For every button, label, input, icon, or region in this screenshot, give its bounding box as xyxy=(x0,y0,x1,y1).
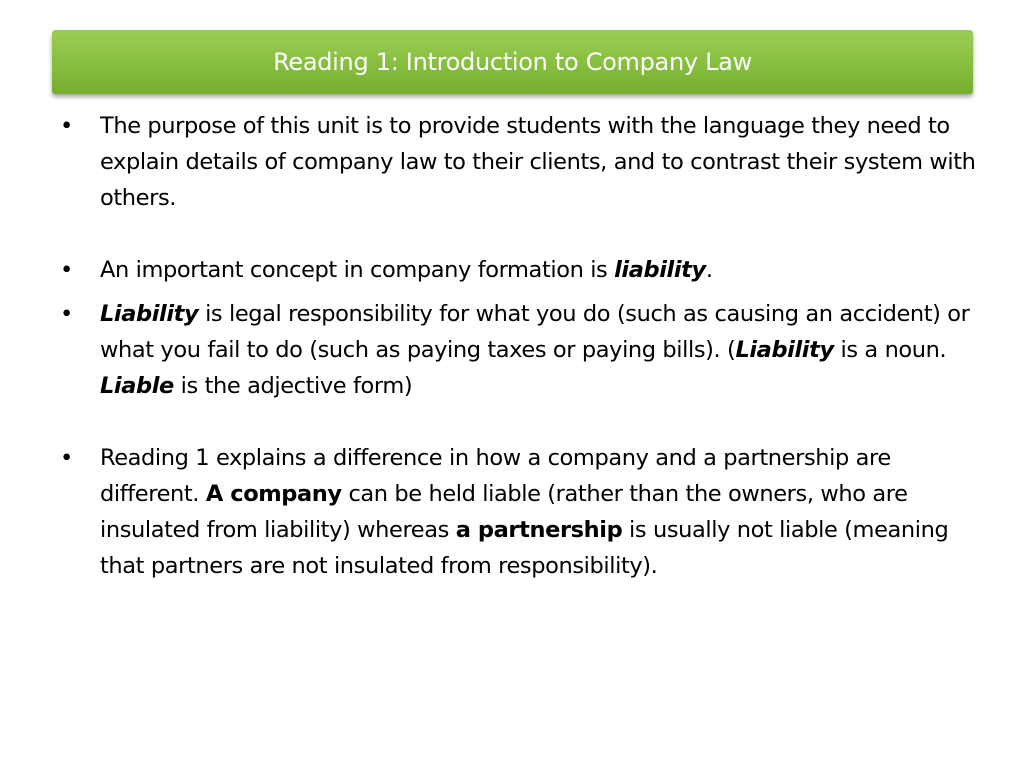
bullet-text: An important concept in company formation is xyxy=(100,257,615,283)
bullet-liability-concept xyxy=(60,252,980,288)
bullet-text: Reading 1 explains a difference in how a company and a partnership are different. xyxy=(100,445,891,507)
bullet-text: is legal responsibility for what you do (such as causing an accident) or what you fail to do (such as paying taxes or paying bills). ( xyxy=(100,301,970,363)
slide-body xyxy=(60,108,980,584)
bullet-marker: • xyxy=(60,445,73,471)
term-liability: Liability xyxy=(100,301,199,327)
title-bar xyxy=(52,30,973,94)
term-liable: Liable xyxy=(100,373,174,399)
bullet-purpose xyxy=(60,108,980,216)
bullet-text: The purpose of this unit is to provide students with the language they need to explain details of company law to their clients, and to contrast their system with others. xyxy=(100,113,976,211)
bullet-marker: • xyxy=(60,301,73,327)
bullet-text: is a noun. xyxy=(833,337,947,363)
term-liability: liability xyxy=(614,257,706,283)
term-a-partnership: a partnership xyxy=(455,517,623,543)
slide-title: Reading 1: Introduction to Company Law xyxy=(273,48,752,76)
bullet-text: is the adjective form) xyxy=(173,373,413,399)
term-liability: Liability xyxy=(735,337,834,363)
bullet-liability-definition xyxy=(60,296,980,404)
bullet-marker: • xyxy=(60,113,73,139)
term-a-company: A company xyxy=(205,481,342,507)
bullet-text: is usually not liable (meaning that partners are not insulated from responsibility). xyxy=(100,517,949,579)
bullet-text: . xyxy=(705,257,713,283)
bullet-reading-1 xyxy=(60,440,980,584)
bullet-marker: • xyxy=(60,257,73,283)
bullet-text: can be held liable (rather than the owners, who are insulated from liability) whereas xyxy=(100,481,908,543)
